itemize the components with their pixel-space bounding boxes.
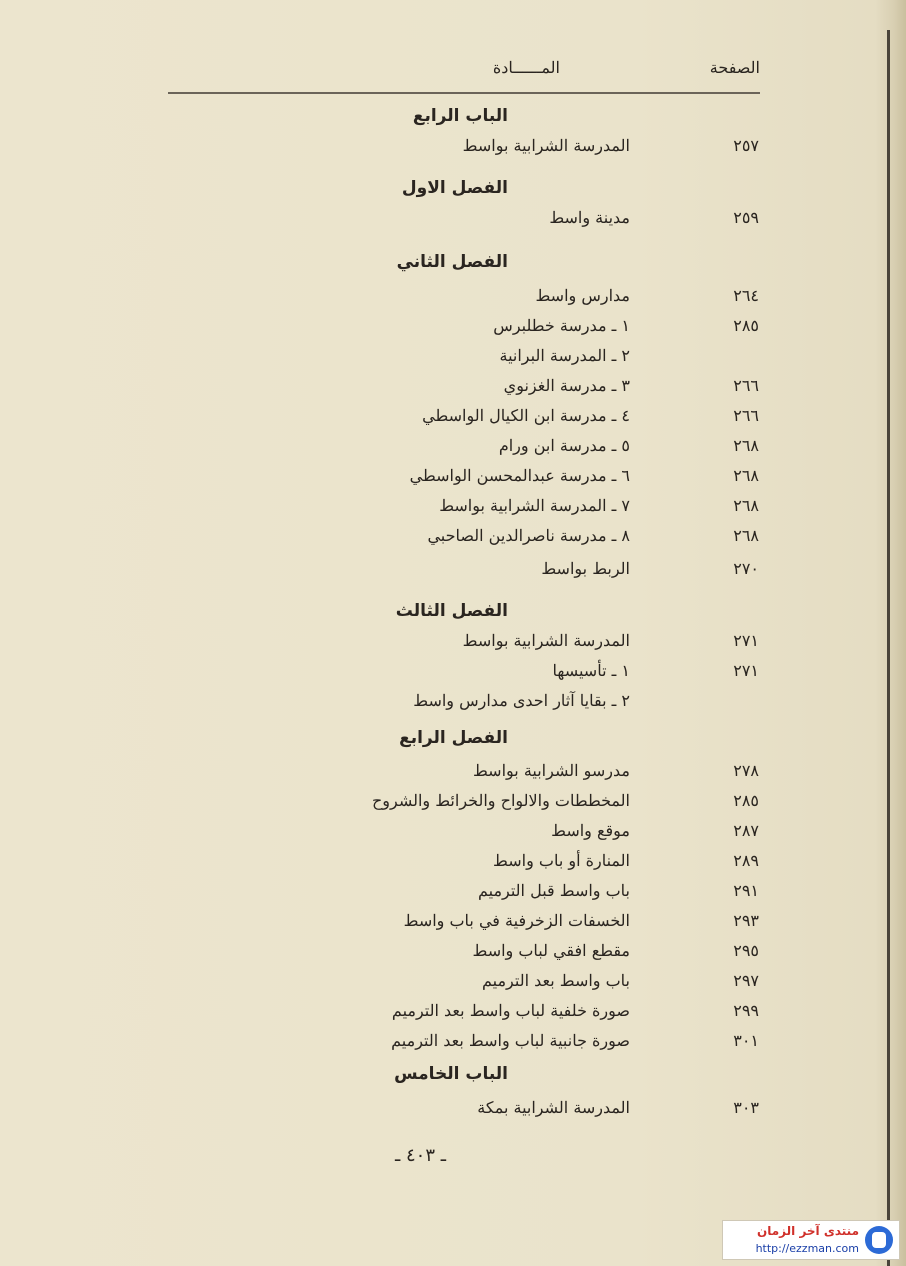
toc-page-number: ٢٧٠ <box>733 559 759 578</box>
toc-entry-label: المخططات والالواح والخرائط والشروح <box>371 791 630 810</box>
toc-page-number: ٢٦٤ <box>733 286 759 305</box>
section-title-row <box>0 1059 906 1089</box>
toc-page-number: ٢٩٣ <box>733 911 759 930</box>
toc-entry-label: مدارس واسط <box>535 286 630 305</box>
section-title: الفصل الرابع <box>399 728 508 748</box>
section-title-row <box>0 596 906 626</box>
toc-entry <box>0 311 906 341</box>
toc-page-number: ٢٨٥ <box>733 791 759 810</box>
toc-entry <box>0 846 906 876</box>
toc-entry-label: ٨ ـ مدرسة ناصرالدين الصاحبي <box>427 526 630 545</box>
page-folio: ـ ٤٠٣ ـ <box>395 1145 447 1166</box>
toc-page-number: ٣٠٣ <box>733 1098 759 1117</box>
toc-entry <box>0 554 906 584</box>
toc-entry <box>0 131 906 161</box>
toc-entry <box>0 1026 906 1056</box>
toc-entry-label: ٥ ـ مدرسة ابن ورام <box>498 436 630 455</box>
toc-entry <box>0 401 906 431</box>
toc-entry <box>0 521 906 551</box>
toc-entry-label: المنارة أو باب واسط <box>493 851 630 870</box>
toc-entry-label: مدينة واسط <box>549 208 630 227</box>
toc-entry-label: المدرسة الشرابية بمكة <box>477 1098 630 1117</box>
section-title-row <box>0 247 906 277</box>
toc-entry-label: ١ ـ تأسيسها <box>552 661 630 680</box>
toc-page-number: ٢٨٩ <box>733 851 759 870</box>
toc-entry <box>0 996 906 1026</box>
section-title-row <box>0 173 906 203</box>
toc-page-number: ٢٥٩ <box>733 208 759 227</box>
toc-page-number: ٢٦٨ <box>733 436 759 455</box>
header-subject-label: المــــــادة <box>492 58 560 77</box>
toc-entry-label: ٢ ـ بقايا آثار احدى مدارس واسط <box>413 691 630 710</box>
toc-entry <box>0 966 906 996</box>
toc-entry <box>0 686 906 716</box>
toc-entry <box>0 461 906 491</box>
toc-page-number: ٢٥٧ <box>733 136 759 155</box>
toc-entry-label: الخسفات الزخرفية في باب واسط <box>403 911 630 930</box>
toc-entry <box>0 816 906 846</box>
toc-page-number: ٢٨٥ <box>733 316 759 335</box>
toc-page-number: ٢٩٩ <box>733 1001 759 1020</box>
toc-entry-label: ٤ ـ مدرسة ابن الكيال الواسطي <box>422 406 630 425</box>
toc-entry-label: موقع واسط <box>551 821 630 840</box>
toc-entry-label: صورة خلفية لباب واسط بعد الترميم <box>391 1001 630 1020</box>
toc-page-number: ٢٦٨ <box>733 526 759 545</box>
toc-entry <box>0 341 906 371</box>
toc-entry-label: ٧ ـ المدرسة الشرابية بواسط <box>439 496 630 515</box>
toc-entry-label: مدرسو الشرابية بواسط <box>472 761 630 780</box>
toc-page-number: ٢٨٧ <box>733 821 759 840</box>
toc-page-number: ٢٩٧ <box>733 971 759 990</box>
toc-entry-label: ١ ـ مدرسة خطلبرس <box>493 316 630 335</box>
section-title-row <box>0 101 906 131</box>
toc-entry <box>0 491 906 521</box>
section-title: الفصل الاول <box>401 178 508 198</box>
header-rule <box>168 92 760 94</box>
watermark-url: http://ezzman.com <box>755 1242 859 1255</box>
toc-entry <box>0 756 906 786</box>
toc-entry <box>0 656 906 686</box>
toc-entry-label: مقطع افقي لباب واسط <box>472 941 630 960</box>
toc-page-number: ٢٧١ <box>733 631 759 650</box>
toc-entry <box>0 936 906 966</box>
section-title: الباب الخامس <box>394 1064 508 1084</box>
section-title: الباب الرابع <box>412 106 508 126</box>
toc-entry-label: باب واسط بعد الترميم <box>481 971 630 990</box>
section-title-row <box>0 723 906 753</box>
section-title: الفصل الثالث <box>395 601 508 621</box>
toc-entry-label: باب واسط قبل الترميم <box>477 881 630 900</box>
toc-entry <box>0 281 906 311</box>
toc-entry-label: ٢ ـ المدرسة البرانية <box>499 346 630 365</box>
toc-entry <box>0 786 906 816</box>
toc-entry <box>0 371 906 401</box>
toc-entry-label: المدرسة الشرابية بواسط <box>462 136 630 155</box>
toc-entry-label: الربط بواسط <box>541 559 630 578</box>
toc-entry <box>0 906 906 936</box>
toc-page-number: ٢٦٦ <box>733 406 759 425</box>
toc-page-number: ٢٦٨ <box>733 496 759 515</box>
section-title: الفصل الثاني <box>396 252 508 272</box>
toc-entry-label: صورة جانبية لباب واسط بعد الترميم <box>391 1031 630 1050</box>
toc-entry <box>0 431 906 461</box>
header-page-label: الصفحة <box>709 58 760 77</box>
toc-page-number: ٢٩١ <box>733 881 759 900</box>
forum-logo-icon <box>865 1226 893 1254</box>
toc-page-number: ٣٠١ <box>733 1031 759 1050</box>
forum-watermark <box>722 1220 900 1260</box>
toc-entry <box>0 876 906 906</box>
toc-entry-label: ٦ ـ مدرسة عبدالمحسن الواسطي <box>409 466 630 485</box>
toc-entry <box>0 626 906 656</box>
toc-entry-label: المدرسة الشرابية بواسط <box>462 631 630 650</box>
toc-page-number: ٢٧١ <box>733 661 759 680</box>
toc-entry <box>0 1093 906 1123</box>
toc-page-number: ٢٩٥ <box>733 941 759 960</box>
toc-page-number: ٢٦٦ <box>733 376 759 395</box>
watermark-name: منتدى آخر الزمان <box>757 1224 859 1238</box>
toc-page-number: ٢٧٨ <box>733 761 759 780</box>
toc-page-number: ٢٦٨ <box>733 466 759 485</box>
toc-entry-label: ٣ ـ مدرسة الغزنوي <box>503 376 630 395</box>
toc-entry <box>0 203 906 233</box>
